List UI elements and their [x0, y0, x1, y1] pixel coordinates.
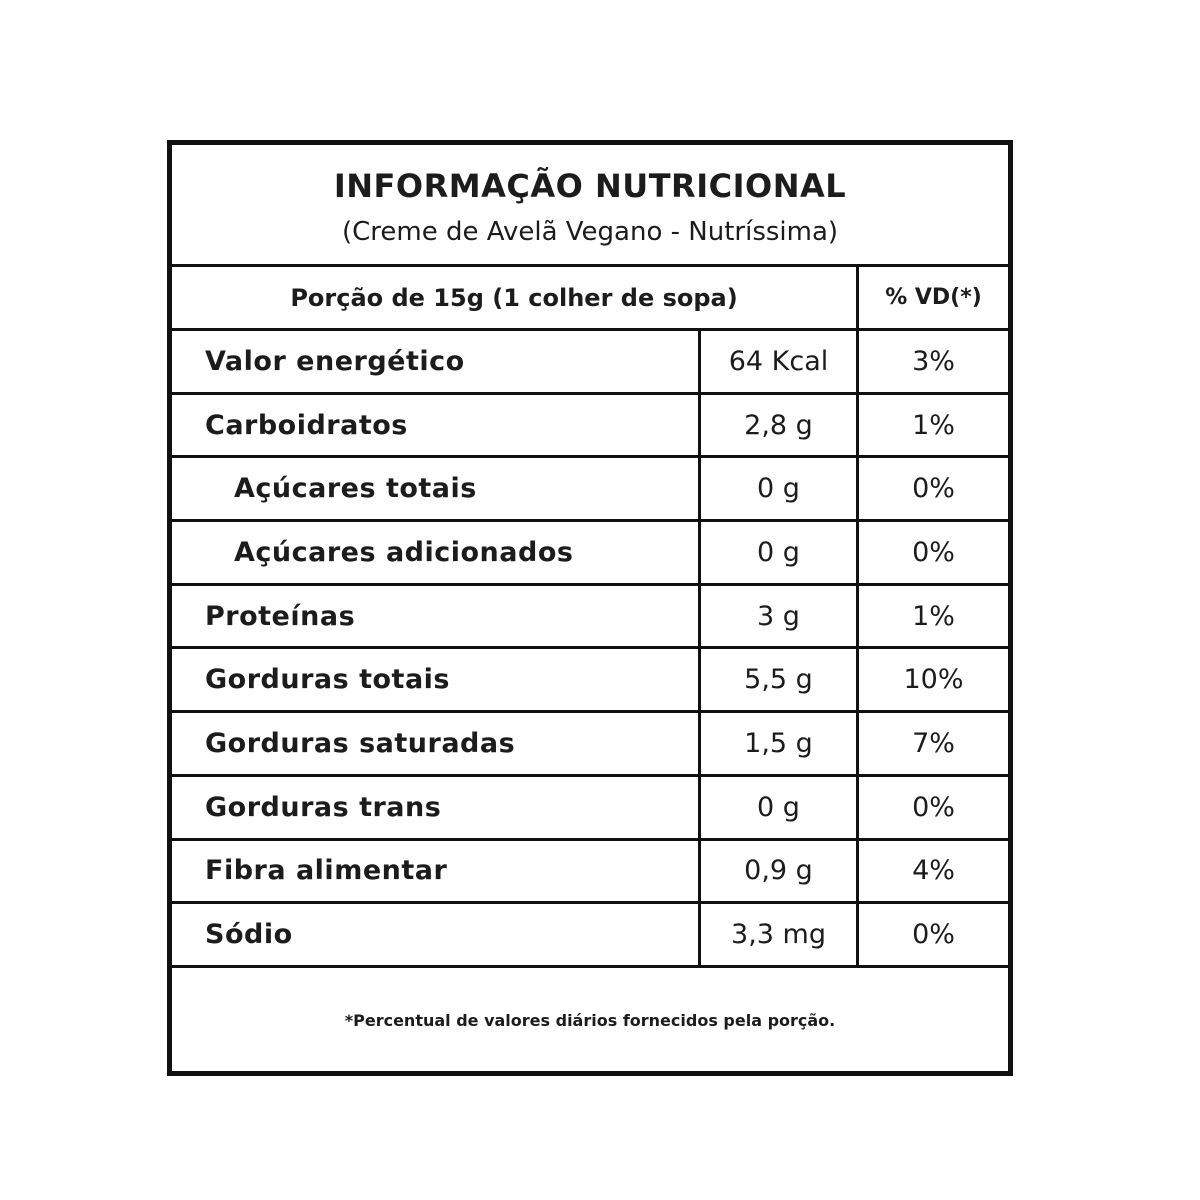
- nutrient-daily-value: 10%: [856, 649, 1008, 710]
- nutrient-name: Proteínas: [205, 600, 356, 632]
- nutrient-amount: 3 g: [698, 586, 856, 647]
- nutrient-daily-value: 3%: [856, 331, 1008, 392]
- nutrient-amount: 0,9 g: [698, 841, 856, 902]
- daily-value-header: % VD(*): [856, 267, 1008, 328]
- nutrient-name: Açúcares adicionados: [234, 536, 574, 568]
- table-row: [172, 331, 1008, 395]
- nutrient-daily-value: 0%: [856, 904, 1008, 965]
- table-row: [172, 649, 1008, 713]
- label-header: [172, 145, 1008, 267]
- label-title: INFORMAÇÃO NUTRICIONAL: [333, 167, 847, 205]
- nutrition-table: [172, 267, 1008, 968]
- nutrient-daily-value: 0%: [856, 458, 1008, 519]
- table-row: [172, 586, 1008, 650]
- table-row: [172, 395, 1008, 459]
- table-row: [172, 522, 1008, 586]
- table-row: [172, 713, 1008, 777]
- portion-label: Porção de 15g (1 colher de sopa): [290, 283, 738, 312]
- nutrient-daily-value: 4%: [856, 841, 1008, 902]
- nutrient-name: Sódio: [205, 919, 293, 951]
- nutrient-amount: 1,5 g: [698, 713, 856, 774]
- table-row: [172, 841, 1008, 905]
- nutrient-name: Açúcares totais: [234, 473, 477, 505]
- nutrient-daily-value: 7%: [856, 713, 1008, 774]
- table-row: [172, 777, 1008, 841]
- nutrient-name: Carboidratos: [205, 409, 408, 441]
- table-row: [172, 458, 1008, 522]
- nutrient-amount: 0 g: [698, 522, 856, 583]
- nutrient-daily-value: 1%: [856, 395, 1008, 456]
- nutrient-name: Valor energético: [205, 345, 465, 377]
- nutrient-amount: 0 g: [698, 458, 856, 519]
- nutrient-daily-value: 0%: [856, 777, 1008, 838]
- footnote: *Percentual de valores diários fornecidos pela porção.: [344, 1011, 836, 1030]
- product-subtitle: (Creme de Avelã Vegano - Nutríssima): [341, 217, 839, 247]
- nutrient-amount: 64 Kcal: [698, 331, 856, 392]
- nutrient-name: Gorduras saturadas: [205, 727, 516, 759]
- nutrient-name: Gorduras totais: [205, 664, 450, 696]
- portion-row: [172, 267, 1008, 331]
- nutrient-amount: 5,5 g: [698, 649, 856, 710]
- nutrition-facts-label: [167, 140, 1013, 1076]
- nutrient-name: Gorduras trans: [205, 791, 442, 823]
- nutrient-daily-value: 0%: [856, 522, 1008, 583]
- nutrient-amount: 2,8 g: [698, 395, 856, 456]
- nutrient-name: Fibra alimentar: [205, 855, 448, 887]
- table-row: [172, 904, 1008, 968]
- nutrient-amount: 0 g: [698, 777, 856, 838]
- nutrient-amount: 3,3 mg: [698, 904, 856, 965]
- nutrient-daily-value: 1%: [856, 586, 1008, 647]
